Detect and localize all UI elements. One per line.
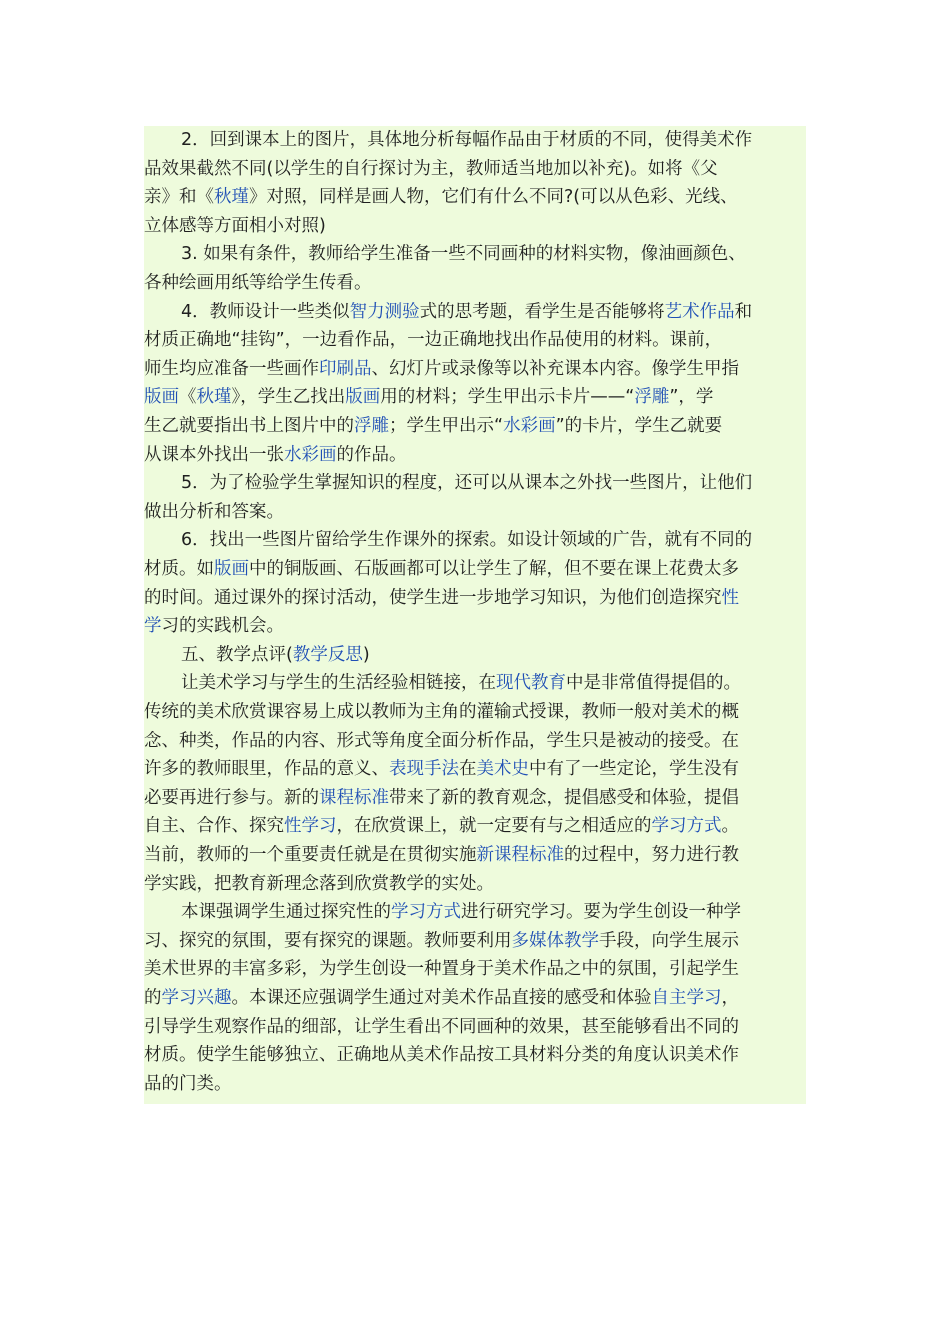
inline-link[interactable]: 性 (721, 587, 739, 608)
text-line (144, 984, 739, 1013)
text-segment: 。 (721, 816, 739, 837)
inline-link[interactable]: 新课程标准 (476, 845, 564, 865)
inline-link[interactable]: 学 (144, 616, 162, 637)
text-line (144, 1070, 232, 1099)
text-line (144, 955, 739, 984)
text-segment: 引导学生观察作品的细部，让学生看出不同画种的效果，甚至能够看出不同的 (144, 1016, 739, 1037)
inline-link[interactable]: 浮雕 (354, 416, 389, 436)
text-segment: 式的思考题，看学生是否能够将 (419, 301, 665, 322)
text-line (181, 240, 746, 269)
text-line (144, 269, 372, 298)
text-line (144, 584, 739, 613)
inline-link[interactable]: 智力测验 (349, 301, 420, 322)
inline-link[interactable]: 版画 (345, 387, 381, 408)
text-line (144, 1041, 739, 1070)
text-segment: 美术世界的丰富多彩，为学生创设一种置身于美术作品之中的氛围，引起学生 (144, 959, 739, 980)
text-segment: 中有了一些定论，学生没有 (529, 759, 739, 780)
text-segment: 的作品。 (336, 444, 407, 465)
text-segment: 的时间。通过课外的探讨活动，使学生进一步地学习知识，为他们创造探究 (144, 587, 722, 608)
text-segment: ”，学 (669, 387, 714, 408)
text-segment: 本课强调学生通过探究性的 (181, 902, 391, 923)
text-line (144, 326, 722, 355)
inline-link[interactable]: 秋瑾 (214, 187, 249, 208)
text-line (181, 469, 752, 498)
text-segment: 《 (179, 387, 197, 408)
text-segment: 师生均应准备一些画作 (144, 358, 319, 379)
text-line (144, 441, 407, 470)
text-line (144, 355, 739, 384)
text-segment: 手段，向学生展示 (599, 930, 739, 951)
text-segment: 2．回到课本上的图片，具体地分析每幅作品由于材质的不同，使得美术作 (181, 130, 753, 150)
text-line (144, 812, 739, 841)
inline-link[interactable]: 学习方式 (651, 816, 722, 837)
text-line (144, 555, 739, 584)
text-segment: 、幻灯片或录像等以补充课本内容。像学生甲指 (371, 358, 739, 379)
text-segment: 进行研究学习。要为学生创设一种学 (461, 902, 741, 923)
text-segment: 许多的教师眼里，作品的意义、 (144, 759, 389, 780)
text-segment: 必要再进行参与。新的 (144, 787, 319, 808)
text-segment: 材质。如 (144, 559, 214, 579)
text-line (181, 526, 752, 555)
inline-link[interactable]: 多媒体教学 (511, 930, 599, 951)
text-line (181, 298, 752, 327)
text-segment: 从课本外找出一张 (144, 444, 284, 465)
text-segment: 亲》和《 (144, 187, 214, 208)
text-segment: 用的材料；学生甲出示卡片——“ (380, 387, 635, 408)
text-segment: ， (721, 988, 739, 1008)
text-line (144, 784, 739, 813)
inline-link[interactable]: 教学反思 (292, 644, 363, 665)
text-segment: 念、种类，作品的内容、形式等角度全面分析作品，学生只是被动的接受。在 (144, 730, 739, 751)
text-segment: 。本课还应强调学生通过对美术作品直接的感受和体验 (231, 988, 652, 1008)
text-line (144, 383, 713, 412)
text-line (144, 755, 739, 784)
text-line (144, 498, 284, 527)
inline-link[interactable]: 美术史 (476, 759, 529, 780)
text-segment: 五、教学点评( (181, 644, 293, 665)
text-segment: 各种绘画用纸等给学生传看。 (144, 273, 372, 293)
text-segment: ”的卡片，学生乙就要 (555, 416, 723, 436)
inline-link[interactable]: 性学习 (284, 816, 337, 837)
text-segment: 》对照，同样是画人物，它们有什么不同?(可以从色彩、光线、 (249, 187, 738, 208)
text-segment: 传统的美术欣赏课容易上成以教师为主角的灌输式授课，教师一般对美术的概 (144, 702, 739, 722)
inline-link[interactable]: 课程标准 (319, 787, 389, 808)
text-line (144, 927, 739, 956)
text-line (181, 669, 741, 698)
text-line (144, 841, 739, 870)
text-segment: 做出分析和答案。 (144, 501, 284, 522)
inline-link[interactable]: 自主学习 (651, 988, 722, 1008)
text-segment: 学实践，把教育新理念落到欣赏教学的实处。 (144, 873, 494, 894)
text-segment: 的过程中，努力进行教 (564, 845, 739, 865)
text-segment: 中是非常值得提倡的。 (566, 673, 741, 694)
text-segment: 5．为了检验学生掌握知识的程度，还可以从课本之外找一些图片，让他们 (181, 473, 753, 494)
text-segment: 和 (734, 301, 753, 322)
inline-link[interactable]: 秋瑾 (196, 387, 232, 408)
text-segment: 习、探究的氛围，要有探究的课题。教师要利用 (144, 930, 512, 951)
text-segment: 在 (459, 759, 477, 780)
text-line (144, 727, 739, 756)
text-segment: 习的实践机会。 (161, 616, 284, 637)
text-line (144, 870, 494, 899)
text-segment: 材质正确地“挂钩”，一边看作品，一边正确地找出作品使用的材料。课前， (144, 330, 723, 351)
inline-link[interactable]: 版画 (214, 559, 249, 579)
text-segment: 4．教师设计一些类似 (181, 301, 350, 322)
text-segment: 材质。使学生能够独立、正确地从美术作品按工具材料分类的角度认识美术作 (144, 1045, 739, 1066)
text-line (144, 183, 738, 212)
text-segment: 3. 如果有条件，教师给学生准备一些不同画种的材料实物，像油画颜色、 (181, 244, 746, 265)
text-line (181, 898, 741, 927)
text-segment: 当前，教师的一个重要责任就是在贯彻实施 (144, 845, 477, 865)
text-segment: ，在欣赏课上，就一定要有与之相适应的 (336, 816, 652, 837)
text-line (144, 698, 739, 727)
inline-link[interactable]: 现代教育 (496, 673, 566, 694)
text-segment: ；学生甲出示“ (389, 416, 504, 436)
text-segment: 生乙就要指出书上图片中的 (144, 416, 354, 436)
inline-link[interactable]: 水彩画 (503, 416, 556, 436)
inline-link[interactable]: 表现手法 (389, 759, 459, 780)
text-line (144, 412, 722, 441)
text-segment: 》，学生乙找出 (231, 387, 346, 408)
text-segment: 立体感等方面相小对照) (144, 215, 326, 236)
text-segment: 品效果截然不同(以学生的自行探讨为主，教师适当地加以补充)。如将《父 (144, 158, 718, 179)
text-segment: ) (362, 644, 370, 665)
highlighted-text-block (144, 126, 806, 1104)
inline-link[interactable]: 水彩画 (284, 444, 337, 465)
text-segment: 带来了新的教育观念，提倡感受和体验，提倡 (389, 787, 739, 808)
text-line (181, 126, 752, 155)
inline-link[interactable]: 印刷品 (319, 358, 372, 379)
text-segment: 自主、合作、探究 (144, 816, 284, 837)
text-line (144, 212, 326, 241)
text-line (181, 641, 370, 670)
inline-link[interactable]: 艺术作品 (664, 301, 735, 322)
text-line (144, 155, 718, 184)
text-line (144, 1013, 739, 1042)
text-segment: 品的门类。 (144, 1073, 232, 1094)
text-segment: 6．找出一些图片留给学生作课外的探索。如设计领域的广告，就有不同的 (181, 530, 753, 551)
inline-link[interactable]: 版画 (144, 387, 179, 408)
text-line (144, 612, 284, 641)
inline-link[interactable]: 学习兴趣 (161, 988, 232, 1008)
text-segment: 中的铜版画、石版画都可以让学生了解，但不要在课上花费太多 (249, 559, 739, 579)
inline-link[interactable]: 浮雕 (634, 387, 670, 408)
text-segment: 让美术学习与学生的生活经验相链接，在 (181, 673, 496, 694)
text-segment: 的 (144, 988, 162, 1008)
inline-link[interactable]: 学习方式 (391, 902, 461, 923)
